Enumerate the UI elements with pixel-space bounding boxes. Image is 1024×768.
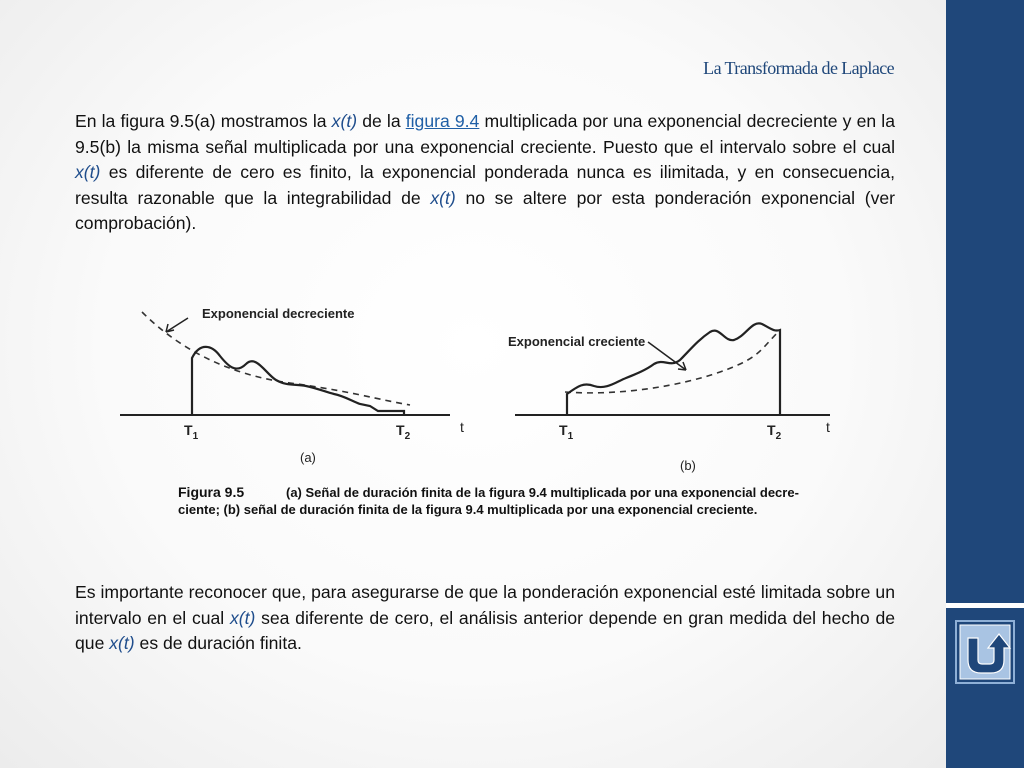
p1-text-1: En la figura 9.5(a) mostramos la	[75, 111, 332, 131]
subfigure-b-label: (b)	[680, 458, 696, 473]
figure-caption-line-1: Figura 9.5 (a) Señal de duración finita de la figura 9.4 multiplicada por una exponencial decre-	[178, 484, 799, 500]
decreasing-exponential-label: Exponencial decreciente	[202, 306, 355, 321]
subfigure-a-label: (a)	[300, 450, 316, 465]
p1-text-3: multiplicada por una exponencial decreciente y en la 9.5(b) la misma señal multiplicada por una exponencial creciente. Puesto que el intervalo sobre el cual	[75, 111, 895, 157]
p1-variable-1: x(t)	[331, 111, 358, 131]
label-arrow-b	[648, 342, 686, 370]
figure-caption-line-2: ciente; (b) señal de duración finita de la figura 9.4 multiplicada por una exponencial creciente.	[178, 502, 758, 517]
p1-text-2: de la	[357, 111, 406, 131]
p1-text-4: es diferente de cero es finito, la exponencial ponderada nunca es ilimitada, y en consecuencia, resulta razonable que la integrabilidad de	[75, 162, 895, 208]
t2-label-b: $T_2$	[767, 422, 782, 442]
p2-text-2: sea diferente de cero, el análisis anterior depende en gran medida del hecho de que	[75, 607, 896, 653]
return-u-icon	[955, 620, 1015, 684]
signal-a	[192, 347, 404, 415]
p2-variable-2: x(t)	[109, 633, 135, 653]
paragraph-2	[75, 580, 895, 657]
figure-9-5	[120, 290, 830, 530]
p2-variable-1: x(t)	[229, 607, 256, 628]
t-axis-label-b: t	[826, 419, 830, 435]
p2-text-3: es de duración finita.	[134, 633, 302, 653]
t2-label-a: $T_2$	[396, 422, 411, 442]
p1-variable-3: x(t)	[430, 187, 456, 208]
p1-text-5: no se altere por esta ponderación exponencial (ver comprobación).	[75, 187, 896, 233]
p2-text-1: Es importante reconocer que, para asegurarse de que la ponderación exponencial esté limitada sobre un intervalo en el cual	[75, 582, 895, 628]
t-axis-label-a: t	[460, 419, 464, 435]
label-arrow-a	[166, 318, 188, 332]
decreasing-exponential-curve	[142, 312, 410, 405]
slide-title: La Transformada de Laplace	[703, 58, 894, 78]
p1-variable-2: x(t)	[75, 162, 101, 182]
return-button[interactable]	[955, 620, 1015, 684]
figure-9-4-link[interactable]: figura 9.4	[405, 111, 480, 131]
paragraph-1	[75, 109, 895, 237]
t1-label-a: $T_1$	[184, 422, 199, 442]
increasing-exponential-label: Exponencial creciente	[508, 334, 646, 349]
t1-label-b: $T_1$	[559, 422, 574, 442]
figure-diagram	[120, 290, 830, 530]
